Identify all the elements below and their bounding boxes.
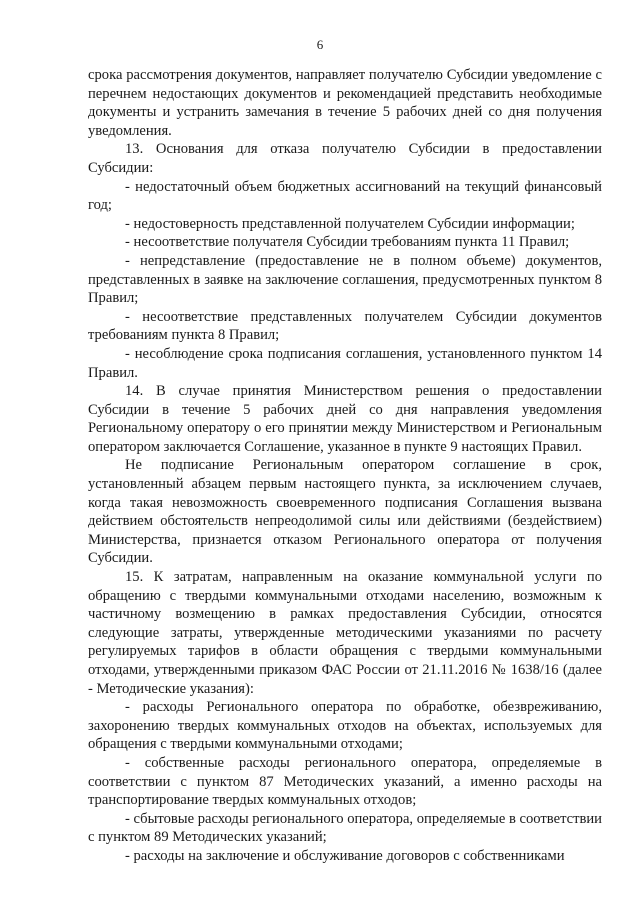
list-item: - расходы на заключение и обслуживание договоров с собственниками [125, 847, 565, 864]
list-item: - несоответствие представленных получателем Субсидии документов требованиям пункта 8 Правил; [88, 308, 602, 344]
document-body [88, 66, 602, 866]
list-item: - непредставление (предоставление не в полном объеме) документов, представленных в заявке на заключение соглашения, предусмотренных пунктом 8 Правил; [88, 252, 602, 307]
paragraph-continuation: срока рассмотрения документов, направляет получателю Субсидии уведомление с перечнем недостающих документов и рекомендацией представить необходимые документы и устранить замечания в течение 5 рабочих дней со дня получения уведомления. [88, 67, 602, 139]
list-item: - несоответствие получателя Субсидии требованиям пункта 11 Правил; [125, 234, 570, 251]
list-item: - недостаточный объем бюджетных ассигнований на текущий финансовый год; [88, 178, 602, 214]
list-item: - недостоверность представленной получателем Субсидии информации; [125, 215, 575, 232]
list-item: - несоблюдение срока подписания соглашения, установленного пунктом 14 Правил. [88, 345, 602, 381]
paragraph-clause-14: 14. В случае принятия Министерством решения о предоставлении Субсидии в течение 5 рабочих дней со дня направления уведомления Региональному оператору о его принятии между Министерством и Региональным оператором заключается Соглашение, указанное в пункте 9 настоящих Правил. [88, 383, 602, 455]
list-item: - расходы Регионального оператора по обработке, обезвреживанию, захоронению твердых коммунальных отходов на объектах, используемых для обращения с твердыми коммунальными отходами; [88, 699, 602, 753]
page-number: 6 [316, 37, 324, 52]
paragraph-clause-15: 15. К затратам, направленным на оказание коммунальной услуги по обращению с твердыми коммунальными отходами населению, возможным к частичному возмещению в рамках предоставления Субсидии, относятся следующие затраты, утвержденные методическими указаниями по расчету регулируемых тарифов в области обращения с твердыми коммунальными отходами, утвержденными приказом ФАС России от 21.11.2016 № 1638/16 (далее - Методические указания): [88, 569, 602, 697]
paragraph-clause-14-refusal: Не подписание Региональным оператором соглашение в срок, установленный абзацем первым настоящего пункта, за исключением случаев, когда такая невозможность своевременного подписания Соглашения вызвана действием обстоятельств непреодолимой силы или действиями (бездействием) Министерства, признается отказом Регионального оператора от получения Субсидии. [88, 457, 602, 567]
list-item: - собственные расходы регионального оператора, определяемые в соответствии с пунктом 87 Методических указаний, а именно расходы на транспортирование твердых коммунальных отходов; [88, 754, 602, 809]
paragraph-clause-13: 13. Основания для отказа получателю Субсидии в предоставлении Субсидии: [88, 141, 602, 176]
list-item: - сбытовые расходы регионального оператора, определяемые в соответствии с пунктом 89 Методических указаний; [88, 810, 602, 846]
